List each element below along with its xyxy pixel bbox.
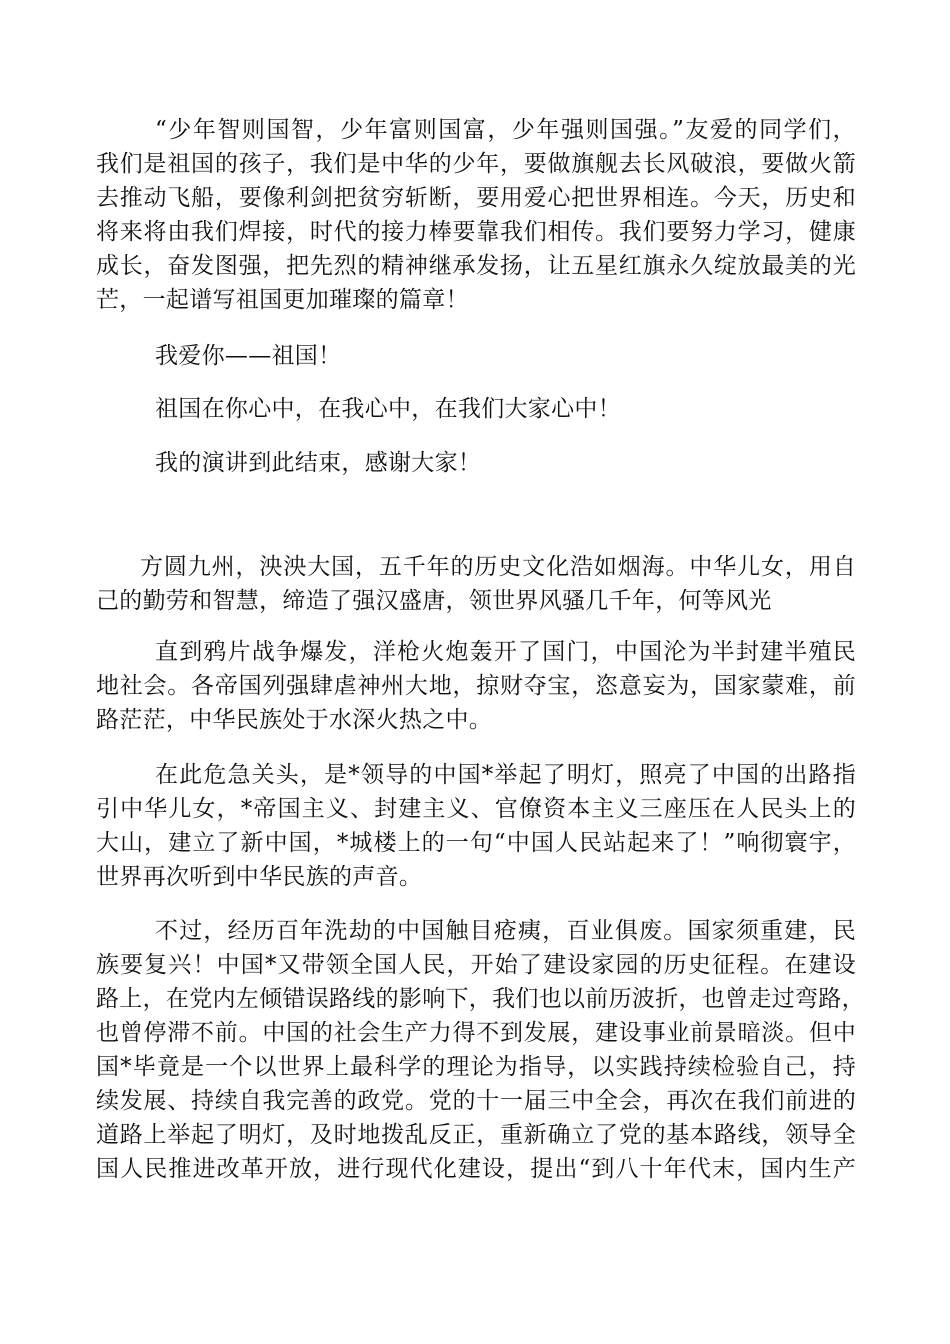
paragraph-line: 国人民推进改革开放，进行现代化建设，提出“到八十年代末，国内生产 — [96, 1156, 856, 1182]
paragraph-line: 引中华儿女，*帝国主义、封建主义、官僚资本主义三座压在人民头上的 — [96, 796, 856, 822]
paragraph-line: 路上，在党内左倾错误路线的影响下，我们也以前历波折，也曾走过弯路， — [96, 986, 865, 1012]
paragraph-line: 在此危急关头，是*领导的中国*举起了明灯，照亮了中国的出路指 — [155, 762, 856, 788]
paragraph-line: 国*毕竟是一个以世界上最科学的理论为指导，以实践持续检验自己，持 — [96, 1054, 856, 1080]
paragraph-line: 大山，建立了新中国，*城楼上的一句“中国人民站起来了！”响彻寰宇， — [96, 830, 856, 856]
paragraph-line: 去推动飞船，要像利剑把贫穷斩断，要用爱心把世界相连。今天，历史和 — [96, 185, 856, 211]
paragraph-line: 我的演讲到此结束，感谢大家！ — [155, 450, 482, 476]
paragraph-line: 将来将由我们焊接，时代的接力棒要靠我们相传。我们要努力学习，健康 — [96, 219, 856, 245]
paragraph-line: “少年智则国智，少年富则国富，少年强则国强。”友爱的同学们， — [155, 117, 856, 143]
paragraph-line: 己的勤劳和智慧，缔造了强汉盛唐，领世界风骚几千年，何等风光 — [96, 588, 772, 614]
paragraph-line: 不过，经历百年洗劫的中国触目疮痍，百业俱废。国家须重建，民 — [155, 918, 856, 944]
paragraph-line: 我们是祖国的孩子，我们是中华的少年，要做旗舰去长风破浪，要做火箭 — [96, 151, 856, 177]
paragraph-line: 路茫茫，中华民族处于水深火热之中。 — [96, 707, 493, 733]
paragraph-line: 地社会。各帝国列强肆虐神州大地，掠财夺宝，恣意妄为，国家蒙难，前 — [96, 673, 856, 699]
paragraph-line: 祖国在你心中，在我心中，在我们大家心中！ — [155, 396, 621, 422]
paragraph-line: 成长，奋发图强，把先烈的精神继承发扬，让五星红旗永久绽放最美的光 — [96, 253, 856, 279]
paragraph-line: 道路上举起了明灯，及时地拨乱反正，重新确立了党的基本路线，领导全 — [96, 1122, 856, 1148]
paragraph-line: 方圆九州，泱泱大国，五千年的历史文化浩如烟海。中华儿女，用自 — [140, 554, 856, 580]
paragraph-line: 续发展、持续自我完善的政党。党的十一届三中全会，再次在我们前进的 — [96, 1088, 856, 1114]
paragraph-line: 我爱你——祖国！ — [155, 343, 342, 369]
paragraph-line: 直到鸦片战争爆发，洋枪火炮轰开了国门，中国沦为半封建半殖民 — [155, 639, 856, 665]
paragraph-line: 也曾停滞不前。中国的社会生产力得不到发展，建设事业前景暗淡。但中 — [96, 1020, 856, 1046]
paragraph-line: 世界再次听到中华民族的声音。 — [96, 864, 423, 890]
paragraph-line: 族要复兴！中国*又带领全国人民，开始了建设家园的历史征程。在建设 — [96, 952, 856, 978]
paragraph-line: 芒，一起谱写祖国更加璀璨的篇章！ — [96, 287, 469, 313]
